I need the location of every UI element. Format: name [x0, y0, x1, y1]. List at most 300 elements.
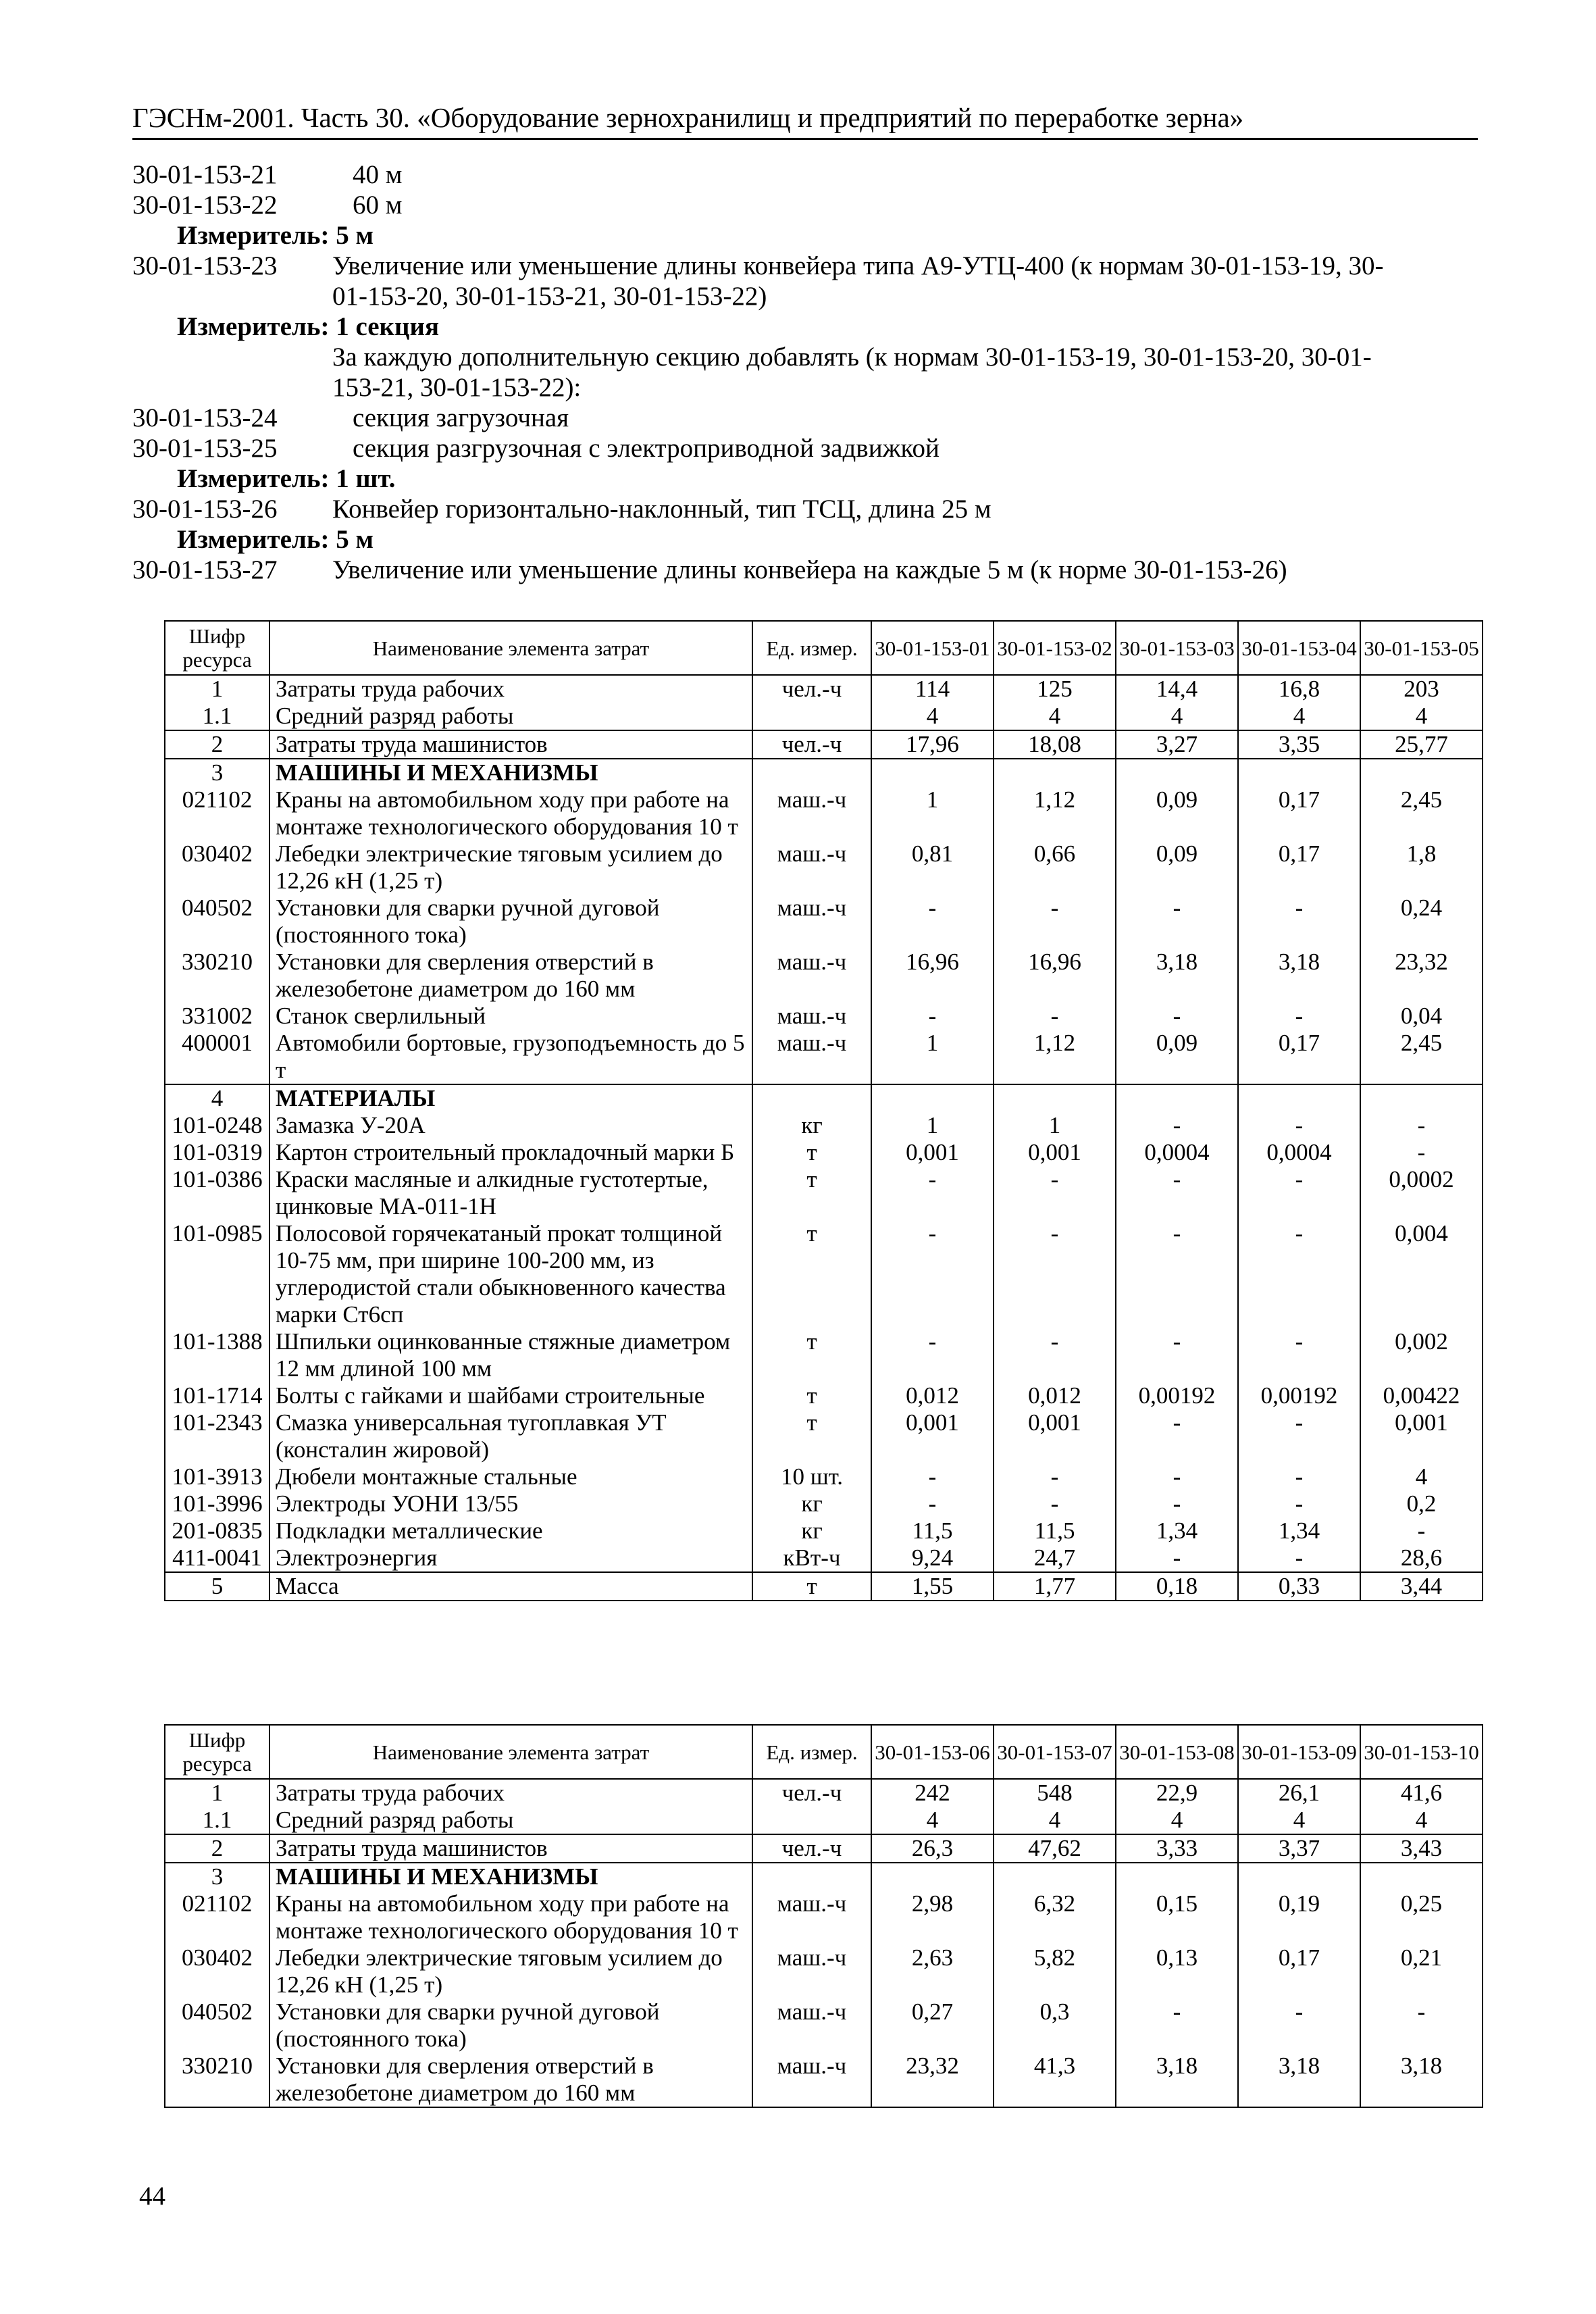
resource-name: Станок сверлильный: [269, 1003, 752, 1030]
table-row: [165, 2053, 1483, 2107]
norm-line: [132, 190, 1483, 220]
unit: т: [752, 1409, 871, 1463]
norm-line: [132, 494, 1483, 524]
norm-value: 0,004: [1360, 1220, 1483, 1328]
norm-value: 26,1: [1238, 1779, 1360, 1807]
unit: чел.-ч: [752, 1834, 871, 1863]
norm-line: [132, 403, 1483, 433]
unit: т: [752, 1220, 871, 1328]
norm-value: 4: [994, 1807, 1116, 1834]
norm-line: [132, 159, 1483, 190]
header-code: Шифр ресурса: [165, 621, 269, 675]
resource-name: Автомобили бортовые, грузоподъемность до 5 т: [269, 1030, 752, 1084]
table-row: [165, 1463, 1483, 1490]
norm-value: [1238, 1084, 1360, 1112]
norm-value: [1360, 1084, 1483, 1112]
resource-code: 021102: [165, 1890, 269, 1944]
norm-value: -: [994, 1328, 1116, 1382]
norm-value: 0,18: [1116, 1572, 1238, 1601]
unit: 10 шт.: [752, 1463, 871, 1490]
norm-value: -: [1116, 1112, 1238, 1139]
resource-name: Полосовой горячекатаный прокат толщиной 10-75 мм, при ширине 100-200 мм, из углеродистой стали обыкновенного качества марки Ст6сп: [269, 1220, 752, 1328]
norm-value: 14,4: [1116, 675, 1238, 703]
unit: [752, 759, 871, 786]
norm-value: [1238, 759, 1360, 786]
table-row: [165, 730, 1483, 759]
norm-value: -: [1360, 1998, 1483, 2053]
unit-of-measure: Измеритель: 5 м: [177, 525, 374, 554]
resource-name: МАТЕРИАЛЫ: [269, 1084, 752, 1112]
norm-value: 4: [1360, 1807, 1483, 1834]
norm-value: 0,17: [1238, 1944, 1360, 1998]
unit: маш.-ч: [752, 895, 871, 949]
table-row: [165, 1517, 1483, 1544]
table-row: [165, 1490, 1483, 1517]
unit: чел.-ч: [752, 730, 871, 759]
norm-value: 11,5: [994, 1517, 1116, 1544]
resource-name: Замазка У-20А: [269, 1112, 752, 1139]
norm-value: -: [1238, 1328, 1360, 1382]
norm-value: 0,00192: [1238, 1382, 1360, 1409]
norm-text: Увеличение или уменьшение длины конвейера на каждые 5 м (к норме 30-01-153-26): [332, 555, 1287, 584]
norm-value: 2,45: [1360, 1030, 1483, 1084]
table-row: [165, 1863, 1483, 1890]
norm-value: -: [871, 1003, 994, 1030]
norm-value: -: [1238, 1166, 1360, 1220]
norm-value: 242: [871, 1779, 994, 1807]
norm-value: 9,24: [871, 1544, 994, 1572]
norm-value: 0,25: [1360, 1890, 1483, 1944]
norm-code: 30-01-153-26: [132, 495, 278, 524]
norm-value: -: [871, 1166, 994, 1220]
norm-value: [994, 1863, 1116, 1890]
norm-value: 4: [1360, 1463, 1483, 1490]
resource-name: Затраты труда рабочих: [269, 1779, 752, 1807]
norm-code: 30-01-153-22: [132, 191, 278, 220]
resource-code: 101-0985: [165, 1220, 269, 1328]
norm-value: 0,15: [1116, 1890, 1238, 1944]
norm-value: [1360, 759, 1483, 786]
norm-value: 0,0004: [1116, 1139, 1238, 1166]
norm-value: 1,12: [994, 786, 1116, 840]
header-name: Наименование элемента затрат: [269, 621, 752, 675]
header-row: [165, 1725, 1483, 1779]
norm-value: -: [871, 1328, 994, 1382]
norm-value: -: [1238, 1544, 1360, 1572]
norm-code: 30-01-153-25: [132, 434, 278, 463]
norm-value: -: [1116, 1463, 1238, 1490]
table-row: [165, 1779, 1483, 1807]
norm-value: 125: [994, 675, 1116, 703]
unit: маш.-ч: [752, 2053, 871, 2107]
norm-value: 3,18: [1360, 2053, 1483, 2107]
resource-name: Установки для сварки ручной дуговой (постоянного тока): [269, 1998, 752, 2053]
resource-code: 3: [165, 1863, 269, 1890]
norm-value: [871, 1863, 994, 1890]
resource-code: 101-2343: [165, 1409, 269, 1463]
resource-code: 1: [165, 675, 269, 703]
norm-value: 1,55: [871, 1572, 994, 1601]
resource-code: 101-1388: [165, 1328, 269, 1382]
table-row: [165, 1112, 1483, 1139]
unit: кВт-ч: [752, 1544, 871, 1572]
norm-value: 1: [871, 786, 994, 840]
norm-value: 4: [871, 1807, 994, 1834]
norm-value: 0,001: [994, 1139, 1116, 1166]
table-body: [165, 1779, 1483, 2107]
resource-code: 101-0248: [165, 1112, 269, 1139]
norm-value: [1116, 1863, 1238, 1890]
norm-value: 23,32: [871, 2053, 994, 2107]
norm-value: -: [1360, 1517, 1483, 1544]
resource-name: Смазка универсальная тугоплавкая УТ (консталин жировой): [269, 1409, 752, 1463]
norm-value: -: [994, 1463, 1116, 1490]
norm-text: секция разгрузочная с электроприводной задвижкой: [353, 434, 939, 463]
norm-value: 2,45: [1360, 786, 1483, 840]
resource-name: Средний разряд работы: [269, 1807, 752, 1834]
norm-value: 2,63: [871, 1944, 994, 1998]
norm-value: 0,17: [1238, 840, 1360, 895]
resource-code: 4: [165, 1084, 269, 1112]
table-row: [165, 675, 1483, 703]
norm-value: 0,001: [871, 1409, 994, 1463]
norm-value: [994, 1084, 1116, 1112]
unit: [752, 703, 871, 730]
resource-code: 5: [165, 1572, 269, 1601]
norm-text-continued: 153-21, 30-01-153-22):: [332, 373, 582, 402]
norm-value: -: [871, 1220, 994, 1328]
norm-value: [1116, 759, 1238, 786]
norm-value: 0,33: [1238, 1572, 1360, 1601]
norm-value: -: [1238, 1409, 1360, 1463]
header-norm-code: 30-01-153-04: [1238, 621, 1360, 675]
norm-value: 0,001: [871, 1139, 994, 1166]
norm-value: 0,001: [994, 1409, 1116, 1463]
resource-code: 101-0386: [165, 1166, 269, 1220]
norm-value: 4: [1360, 703, 1483, 730]
resource-code: 030402: [165, 840, 269, 895]
norm-value: 0,21: [1360, 1944, 1483, 1998]
table-row: [165, 1030, 1483, 1084]
table-row: [165, 1220, 1483, 1328]
norm-value: -: [1116, 1490, 1238, 1517]
norm-value: [1360, 1863, 1483, 1890]
resource-name: Лебедки электрические тяговым усилием до 12,26 кН (1,25 т): [269, 840, 752, 895]
header-norm-code: 30-01-153-01: [871, 621, 994, 675]
resource-name: Затраты труда машинистов: [269, 730, 752, 759]
norm-value: 5,82: [994, 1944, 1116, 1998]
resource-code: 040502: [165, 895, 269, 949]
norm-value: 24,7: [994, 1544, 1116, 1572]
table-row: [165, 786, 1483, 840]
resource-name: Установки для сварки ручной дуговой (постоянного тока): [269, 895, 752, 949]
norm-value: 3,27: [1116, 730, 1238, 759]
header-name: Наименование элемента затрат: [269, 1725, 752, 1779]
norm-value: 114: [871, 675, 994, 703]
header-norm-code: 30-01-153-09: [1238, 1725, 1360, 1779]
header-norm-code: 30-01-153-07: [994, 1725, 1116, 1779]
norm-value: 26,3: [871, 1834, 994, 1863]
unit-of-measure: Измеритель: 1 секция: [177, 312, 440, 341]
unit: маш.-ч: [752, 949, 871, 1003]
norm-value: -: [1116, 1409, 1238, 1463]
header-norm-code: 30-01-153-06: [871, 1725, 994, 1779]
unit: маш.-ч: [752, 1998, 871, 2053]
norms-list: [132, 159, 1483, 585]
norm-value: 0,66: [994, 840, 1116, 895]
norm-value: 1,12: [994, 1030, 1116, 1084]
resource-name: Картон строительный прокладочный марки Б: [269, 1139, 752, 1166]
norm-value: -: [1360, 1112, 1483, 1139]
resource-name: Электроэнергия: [269, 1544, 752, 1572]
resource-name: Средний разряд работы: [269, 703, 752, 730]
table-row: [165, 1003, 1483, 1030]
table-row: [165, 895, 1483, 949]
norm-value: 16,96: [871, 949, 994, 1003]
norm-value: 1: [994, 1112, 1116, 1139]
table-row: [165, 1084, 1483, 1112]
norm-value: 17,96: [871, 730, 994, 759]
unit: [752, 1863, 871, 1890]
unit-of-measure: Измеритель: 5 м: [177, 221, 374, 250]
norm-value: [994, 759, 1116, 786]
norm-value: -: [1116, 895, 1238, 949]
header-code: Шифр ресурса: [165, 1725, 269, 1779]
norm-value: -: [994, 1003, 1116, 1030]
header-norm-code: 30-01-153-05: [1360, 621, 1483, 675]
norm-value: 47,62: [994, 1834, 1116, 1863]
norm-value: 41,6: [1360, 1779, 1483, 1807]
unit: т: [752, 1166, 871, 1220]
table-row: [165, 949, 1483, 1003]
norm-value: 1,8: [1360, 840, 1483, 895]
resource-code: 331002: [165, 1003, 269, 1030]
resource-code: 101-1714: [165, 1382, 269, 1409]
norm-value: 4: [1116, 1807, 1238, 1834]
norm-value: [1116, 1084, 1238, 1112]
norm-value: -: [1238, 1003, 1360, 1030]
resource-code: 411-0041: [165, 1544, 269, 1572]
norm-value: -: [994, 1220, 1116, 1328]
header-row: [165, 621, 1483, 675]
norm-line: [132, 555, 1483, 585]
table-header: [165, 621, 1483, 675]
resource-table-2: [164, 1724, 1483, 2108]
header-unit: Ед. измер.: [752, 1725, 871, 1779]
norm-value: 16,96: [994, 949, 1116, 1003]
resource-name: Краны на автомобильном ходу при работе на монтаже технологического оборудования 10 т: [269, 786, 752, 840]
resource-code: 021102: [165, 786, 269, 840]
norm-value: 548: [994, 1779, 1116, 1807]
resource-code: 1: [165, 1779, 269, 1807]
norm-value: 0,012: [994, 1382, 1116, 1409]
norm-text: секция загрузочная: [353, 403, 569, 432]
norm-line: [132, 251, 1483, 281]
resource-code: 101-3996: [165, 1490, 269, 1517]
unit: т: [752, 1328, 871, 1382]
norm-value: 4: [1116, 703, 1238, 730]
table-row: [165, 1409, 1483, 1463]
resource-name: МАШИНЫ И МЕХАНИЗМЫ: [269, 759, 752, 786]
norm-code: 30-01-153-27: [132, 555, 278, 584]
norm-code: 30-01-153-23: [132, 251, 278, 280]
resource-name: Установки для сверления отверстий в железобетоне диаметром до 160 мм: [269, 2053, 752, 2107]
norm-value: -: [1116, 1544, 1238, 1572]
norm-value: 4: [871, 703, 994, 730]
norm-value: 0,17: [1238, 1030, 1360, 1084]
norm-value: 1: [871, 1030, 994, 1084]
norm-value: 0,2: [1360, 1490, 1483, 1517]
norm-value: 1,34: [1116, 1517, 1238, 1544]
norm-value: 0,012: [871, 1382, 994, 1409]
norm-value: -: [871, 1463, 994, 1490]
norm-value: -: [994, 895, 1116, 949]
norm-value: 0,002: [1360, 1328, 1483, 1382]
unit: маш.-ч: [752, 1944, 871, 1998]
table-row: [165, 1998, 1483, 2053]
norm-value: 0,24: [1360, 895, 1483, 949]
norm-value: 0,17: [1238, 786, 1360, 840]
norm-value: 16,8: [1238, 675, 1360, 703]
norm-value: 22,9: [1116, 1779, 1238, 1807]
norm-text: Увеличение или уменьшение длины конвейера типа А9-УТЦ-400 (к нормам 30-01-153-19, 30-: [332, 251, 1384, 280]
norm-value: -: [1238, 1490, 1360, 1517]
norm-value: -: [1238, 1220, 1360, 1328]
norm-value: 4: [994, 703, 1116, 730]
resource-name: Краски масляные и алкидные густотертые, цинковые МА-011-1Н: [269, 1166, 752, 1220]
norm-text: 60 м: [353, 191, 403, 220]
table-row: [165, 840, 1483, 895]
resource-name: Дюбели монтажные стальные: [269, 1463, 752, 1490]
unit: кг: [752, 1490, 871, 1517]
table-row: [165, 1834, 1483, 1863]
resource-name: Установки для сверления отверстий в железобетоне диаметром до 160 мм: [269, 949, 752, 1003]
resource-code: 2: [165, 1834, 269, 1863]
norm-value: 41,3: [994, 2053, 1116, 2107]
unit: [752, 1807, 871, 1834]
norm-text-continued: За каждую дополнительную секцию добавлять (к нормам 30-01-153-19, 30-01-153-20, 30-01-: [332, 343, 1372, 372]
norm-value: 0,0004: [1238, 1139, 1360, 1166]
norm-value: 3,44: [1360, 1572, 1483, 1601]
norm-line: [132, 433, 1483, 463]
norm-value: 11,5: [871, 1517, 994, 1544]
resource-name: Электроды УОНИ 13/55: [269, 1490, 752, 1517]
unit: маш.-ч: [752, 1003, 871, 1030]
norm-value: 1,34: [1238, 1517, 1360, 1544]
unit: т: [752, 1572, 871, 1601]
header-norm-code: 30-01-153-03: [1116, 621, 1238, 675]
norm-code: 30-01-153-21: [132, 160, 278, 189]
resource-code: 101-0319: [165, 1139, 269, 1166]
unit: [752, 1084, 871, 1112]
unit: чел.-ч: [752, 675, 871, 703]
norm-value: -: [1360, 1139, 1483, 1166]
norm-value: 0,00192: [1116, 1382, 1238, 1409]
norm-value: 3,18: [1116, 949, 1238, 1003]
norm-text: 40 м: [353, 160, 403, 189]
norm-value: 0,04: [1360, 1003, 1483, 1030]
resource-name: Подкладки металлические: [269, 1517, 752, 1544]
norm-value: -: [871, 895, 994, 949]
norm-text-continued: 01-153-20, 30-01-153-21, 30-01-153-22): [332, 282, 767, 311]
norm-value: 0,13: [1116, 1944, 1238, 1998]
table-row: [165, 1166, 1483, 1220]
unit: маш.-ч: [752, 1030, 871, 1084]
norm-value: 3,43: [1360, 1834, 1483, 1863]
norm-value: 0,3: [994, 1998, 1116, 2053]
unit: чел.-ч: [752, 1779, 871, 1807]
norm-value: [871, 1084, 994, 1112]
table-row: [165, 759, 1483, 786]
norm-value: 0,81: [871, 840, 994, 895]
norm-value: 28,6: [1360, 1544, 1483, 1572]
unit: т: [752, 1139, 871, 1166]
unit: маш.-ч: [752, 786, 871, 840]
table-row: [165, 1544, 1483, 1572]
page-number: 44: [139, 2182, 165, 2211]
resource-code: 040502: [165, 1998, 269, 2053]
norm-value: -: [1116, 1166, 1238, 1220]
table-row: [165, 1328, 1483, 1382]
header-norm-code: 30-01-153-02: [994, 621, 1116, 675]
unit-of-measure: Измеритель: 1 шт.: [177, 464, 396, 493]
resource-name: Затраты труда машинистов: [269, 1834, 752, 1863]
resource-name: Краны на автомобильном ходу при работе на монтаже технологического оборудования 10 т: [269, 1890, 752, 1944]
norm-value: 1: [871, 1112, 994, 1139]
norm-value: 0,09: [1116, 786, 1238, 840]
resource-code: 330210: [165, 2053, 269, 2107]
header-norm-code: 30-01-153-10: [1360, 1725, 1483, 1779]
unit: маш.-ч: [752, 1890, 871, 1944]
norm-value: 6,32: [994, 1890, 1116, 1944]
resource-code: 1.1: [165, 703, 269, 730]
running-header: ГЭСНм-2001. Часть 30. «Оборудование зернохранилищ и предприятий по переработке зерна»: [132, 101, 1478, 140]
unit: т: [752, 1382, 871, 1409]
norm-value: 3,18: [1238, 2053, 1360, 2107]
norm-value: -: [1116, 1998, 1238, 2053]
norm-value: 25,77: [1360, 730, 1483, 759]
norm-value: -: [1238, 1463, 1360, 1490]
table-row: [165, 1139, 1483, 1166]
norm-value: [1238, 1863, 1360, 1890]
table-row: [165, 703, 1483, 730]
norm-value: -: [994, 1166, 1116, 1220]
unit: маш.-ч: [752, 840, 871, 895]
norm-value: -: [994, 1490, 1116, 1517]
table-row: [165, 1944, 1483, 1998]
header-unit: Ед. измер.: [752, 621, 871, 675]
norm-value: [871, 759, 994, 786]
norm-value: -: [1238, 1112, 1360, 1139]
unit: кг: [752, 1112, 871, 1139]
norm-value: -: [1116, 1220, 1238, 1328]
norm-value: 4: [1238, 1807, 1360, 1834]
norm-value: 3,37: [1238, 1834, 1360, 1863]
table-body: [165, 675, 1483, 1601]
norm-value: 1,77: [994, 1572, 1116, 1601]
unit: кг: [752, 1517, 871, 1544]
table-header: [165, 1725, 1483, 1779]
norm-value: -: [1116, 1328, 1238, 1382]
norm-value: 0,09: [1116, 840, 1238, 895]
resource-code: 3: [165, 759, 269, 786]
norm-value: 0,00422: [1360, 1382, 1483, 1409]
resource-code: 1.1: [165, 1807, 269, 1834]
resource-code: 400001: [165, 1030, 269, 1084]
resource-table-1: [164, 620, 1483, 1601]
norm-value: 0,0002: [1360, 1166, 1483, 1220]
norm-value: -: [1238, 895, 1360, 949]
